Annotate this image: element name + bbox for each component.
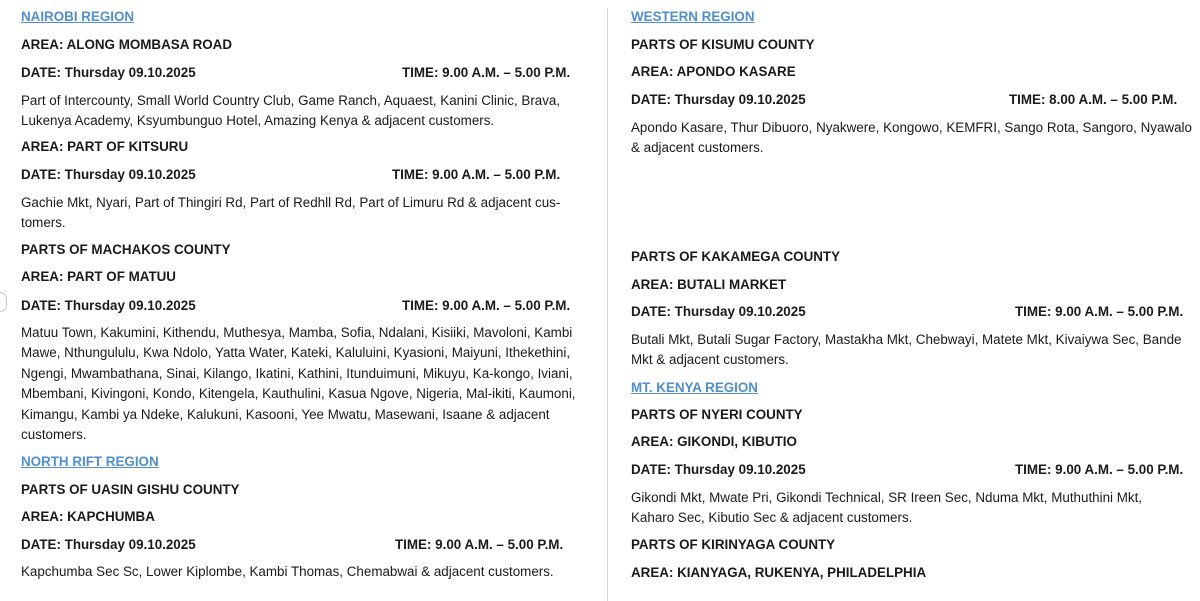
time-label: TIME: 9.00 A.M. – 5.00 P.M. xyxy=(1015,304,1184,319)
kisumu-county-heading: PARTS OF KISUMU COUNTY xyxy=(631,37,815,52)
left-column xyxy=(21,0,589,601)
area-description: Kapchumba Sec Sc, Lower Kiplombe, Kambi Thomas, Chemabwai & adjacent customers. xyxy=(21,564,554,579)
area-description: Gachie Mkt, Nyari, Part of Thingiri Rd, Part of Redhll Rd, Part of Limuru Rd & adjacent cus-tomers. xyxy=(21,195,561,231)
nairobi-region-heading[interactable]: NAIROBI REGION xyxy=(21,9,135,24)
time-label: TIME: 9.00 A.M. – 5.00 P.M. xyxy=(402,65,571,80)
right-column xyxy=(631,0,1200,601)
uasin-gishu-county-heading: PARTS OF UASIN GISHU COUNTY xyxy=(21,482,240,497)
machakos-county-heading: PARTS OF MACHAKOS COUNTY xyxy=(21,242,231,257)
date-label: DATE: Thursday 09.10.2025 xyxy=(631,462,806,477)
time-label: TIME: 9.00 A.M. – 5.00 P.M. xyxy=(1015,462,1184,477)
area-apondo-kasare: AREA: APONDO KASARE xyxy=(631,64,796,79)
page-edge-marker xyxy=(0,292,7,312)
area-kapchumba: AREA: KAPCHUMBA xyxy=(21,509,155,524)
mt-kenya-region-heading[interactable]: MT. KENYA REGION xyxy=(631,380,758,395)
area-part-of-matuu: AREA: PART OF MATUU xyxy=(21,269,176,284)
area-description: Butali Mkt, Butali Sugar Factory, Mastakha Mkt, Chebwayi, Matete Mkt, Kivaiywa Sec, Bande Mkt & adjacent customers. xyxy=(631,332,1182,368)
area-kianyaga-rukenya-philadelphia: AREA: KIANYAGA, RUKENYA, PHILADELPHIA xyxy=(631,565,927,580)
time-label: TIME: 8.00 A.M. – 5.00 P.M. xyxy=(1009,92,1178,107)
time-label: TIME: 9.00 A.M. – 5.00 P.M. xyxy=(392,167,561,182)
date-label: DATE: Thursday 09.10.2025 xyxy=(21,298,196,313)
area-description: Part of Intercounty, Small World Country Club, Game Ranch, Aquaest, Kanini Clinic, Brava, Lukenya Academy, Ksyumbunguo Hotel, Amazing Kenya & adjacent customers. xyxy=(21,93,561,129)
date-label: DATE: Thursday 09.10.2025 xyxy=(21,537,196,552)
column-divider xyxy=(607,8,608,601)
area-description: Gikondi Mkt, Mwate Pri, Gikondi Technical, SR Ireen Sec, Nduma Mkt, Muthuthini Mkt, Kaharo Sec, Kibutio Sec & adjacent customers. xyxy=(631,490,1143,526)
western-region-heading[interactable]: WESTERN REGION xyxy=(631,9,755,24)
date-label: DATE: Thursday 09.10.2025 xyxy=(631,304,806,319)
area-description: Matuu Town, Kakumini, Kithendu, Muthesya, Mamba, Sofia, Ndalani, Kisiiki, Mavoloni, Kambi Mawe, Nthungululu, Kwa Ndolo, Yatta Water, Kateki, Kaluluini, Kyasioni, Maiyuni, Ithekethini, Ngengi, Mwambathana, Sinai, Kilango, Ikatini, Kathini, Itunduimuni, Mikuyu, Ka-kongo, Iviani, Mbembani, Kivingoni, Kondo, Kitengela, Kauthulini, Kasua Ngove, Nigeria, Mal-ikiti, Kaumoni, Kimangu, Kambi ya Ndeke, Kalukuni, Kasooni, Yee Mwatu, Masewani, Isaane & adjacent customers. xyxy=(21,325,576,443)
area-gikondi-kibutio: AREA: GIKONDI, KIBUTIO xyxy=(631,434,797,449)
area-description: Apondo Kasare, Thur Dibuoro, Nyakwere, Kongowo, KEMFRI, Sango Rota, Sangoro, Nyawalo & adjacent customers. xyxy=(631,120,1192,156)
kirinyaga-county-heading: PARTS OF KIRINYAGA COUNTY xyxy=(631,537,836,552)
date-label: DATE: Thursday 09.10.2025 xyxy=(631,92,806,107)
area-butali-market: AREA: BUTALI MARKET xyxy=(631,277,787,292)
time-label: TIME: 9.00 A.M. – 5.00 P.M. xyxy=(402,298,571,313)
kakamega-county-heading: PARTS OF KAKAMEGA COUNTY xyxy=(631,249,841,264)
area-along-mombasa-road: AREA: ALONG MOMBASA ROAD xyxy=(21,37,233,52)
date-label: DATE: Thursday 09.10.2025 xyxy=(21,65,196,80)
nyeri-county-heading: PARTS OF NYERI COUNTY xyxy=(631,407,803,422)
time-label: TIME: 9.00 A.M. – 5.00 P.M. xyxy=(395,537,564,552)
area-part-of-kitsuru: AREA: PART OF KITSURU xyxy=(21,139,189,154)
date-label: DATE: Thursday 09.10.2025 xyxy=(21,167,196,182)
north-rift-region-heading[interactable]: NORTH RIFT REGION xyxy=(21,454,159,469)
